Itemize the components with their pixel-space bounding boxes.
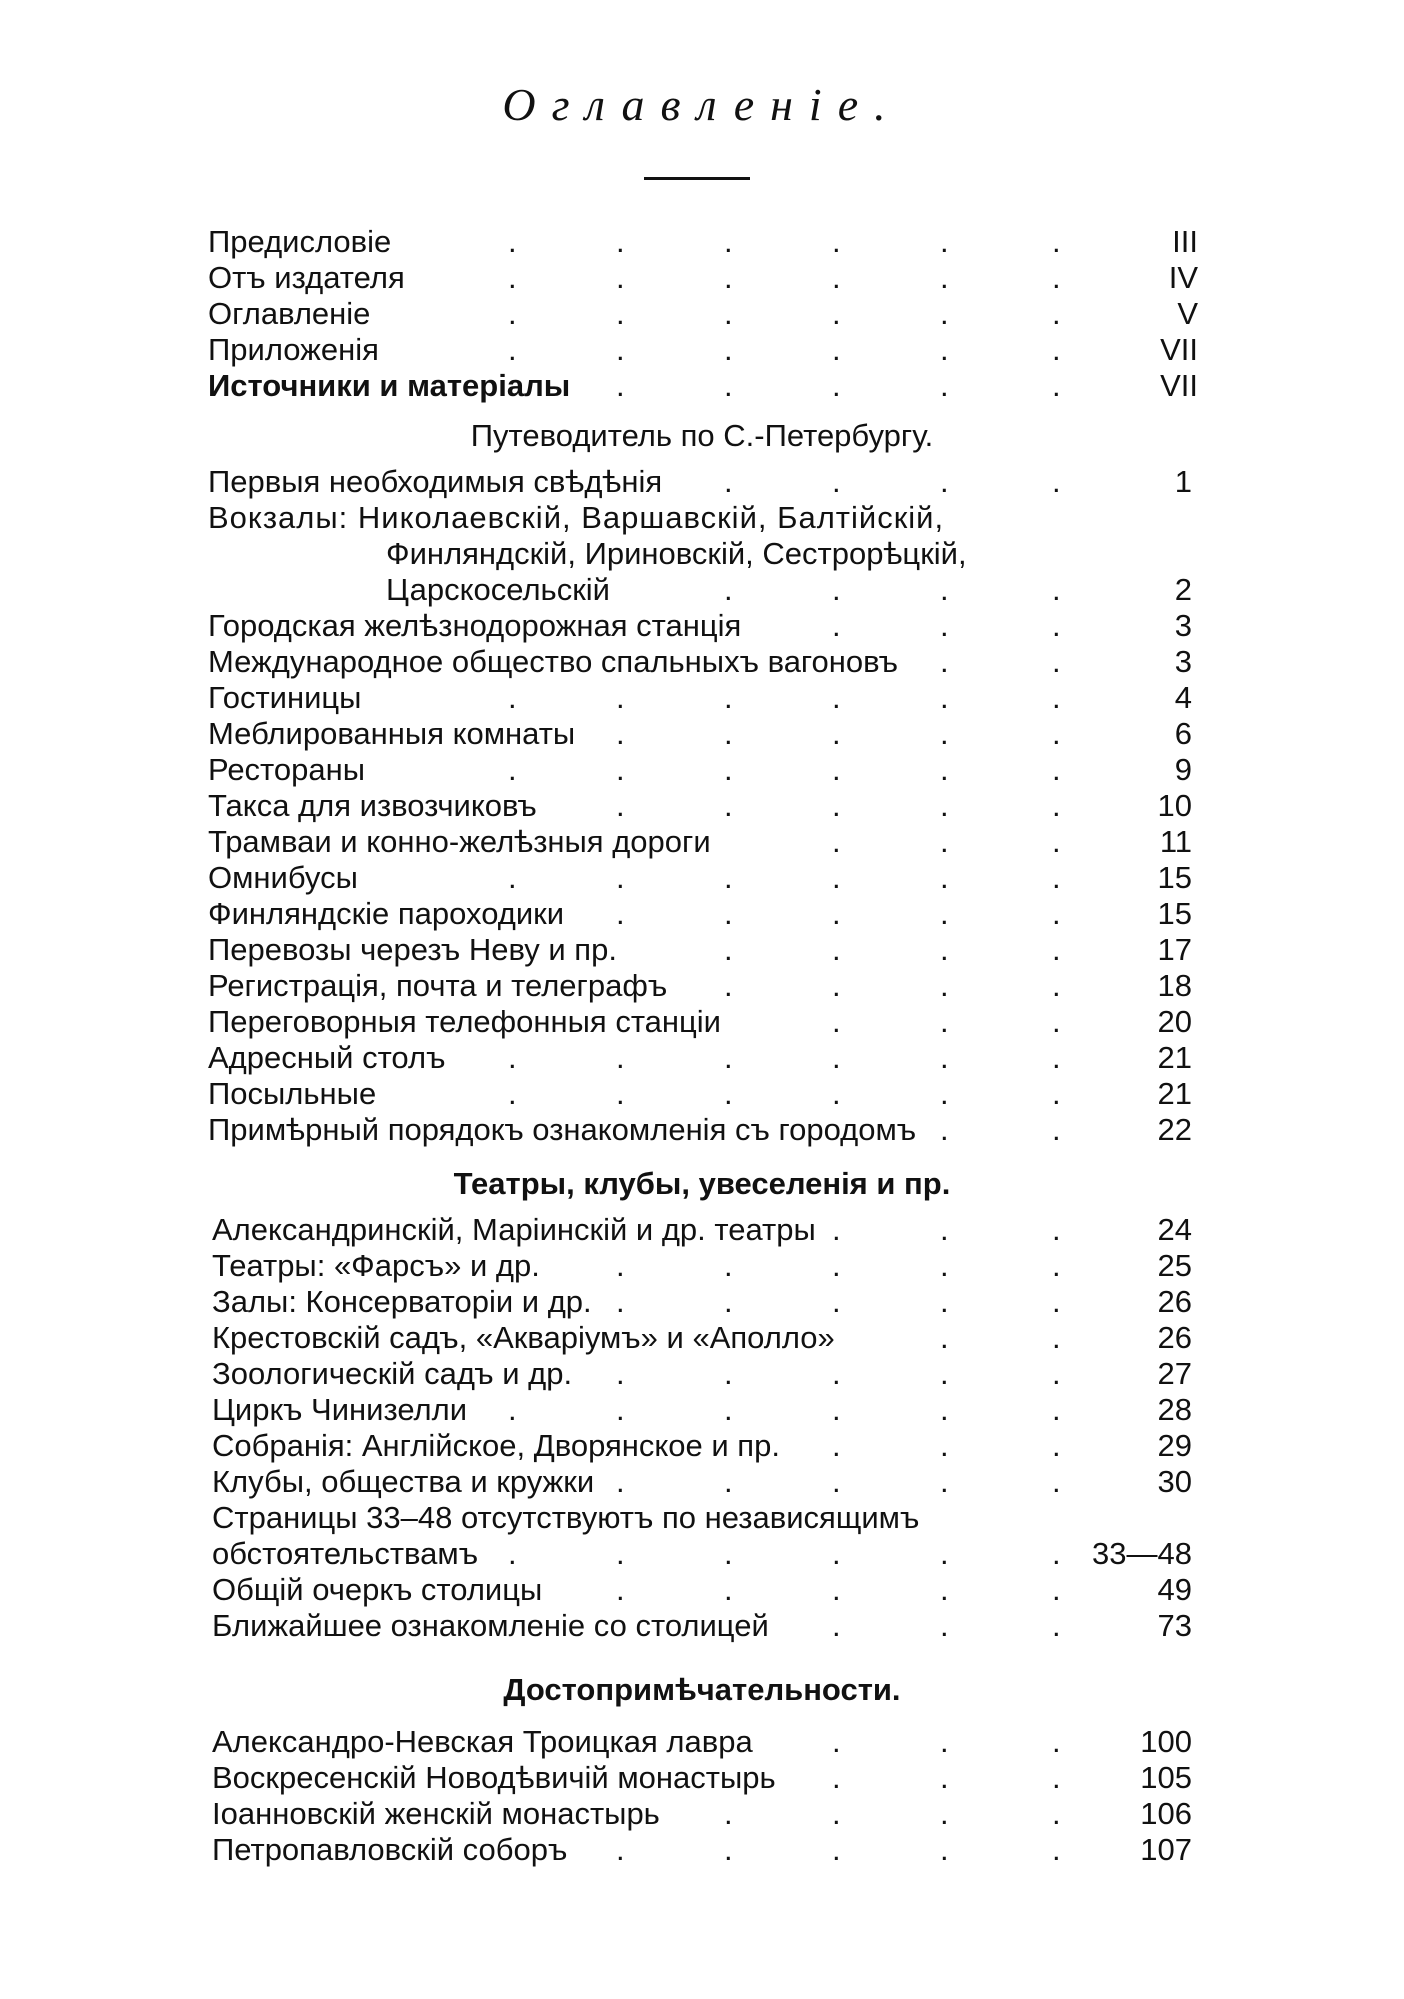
leader-dot: . xyxy=(1052,1248,1061,1283)
leader-dot: . xyxy=(1052,680,1061,715)
leader-dot: . xyxy=(1052,1796,1061,1831)
leader-dot: . xyxy=(832,824,841,859)
toc-entry xyxy=(208,296,1198,332)
leader-dot: . xyxy=(508,1536,517,1571)
leader-dot: . xyxy=(616,716,625,751)
leader-dot: . xyxy=(1052,572,1061,607)
toc-entry xyxy=(208,968,1192,1004)
leader-dot: . xyxy=(1052,260,1061,295)
leader-dot: . xyxy=(724,332,733,367)
toc-entry-page: 21 xyxy=(1157,1076,1192,1111)
leader-dot: . xyxy=(940,1284,949,1319)
leader-dot: . xyxy=(616,788,625,823)
leader-dot: . xyxy=(1052,1004,1061,1039)
leader-dot: . xyxy=(1052,1392,1061,1427)
toc-entry-label: Финляндскій, Ириновскій, Сестрорѣцкій, xyxy=(386,536,967,571)
leader-dot: . xyxy=(1052,824,1061,859)
toc-entry-page: 11 xyxy=(1159,824,1192,859)
leader-dot: . xyxy=(940,464,949,499)
toc-entry-label: Международное общество спальныхъ вагоновъ xyxy=(208,644,898,679)
toc-entry xyxy=(212,1212,1192,1248)
leader-dot: . xyxy=(616,368,625,403)
leader-dot: . xyxy=(1052,1760,1061,1795)
leader-dot: . xyxy=(940,1320,949,1355)
toc-entry xyxy=(208,716,1192,752)
leader-dot: . xyxy=(724,1536,733,1571)
leader-dot: . xyxy=(616,860,625,895)
leader-dot: . xyxy=(616,1464,625,1499)
leader-dot: . xyxy=(832,260,841,295)
toc-entry-label: Клубы, общества и кружки xyxy=(212,1464,595,1499)
leader-dot: . xyxy=(724,572,733,607)
leader-dot: . xyxy=(616,752,625,787)
leader-dot: . xyxy=(1052,296,1061,331)
toc-entry-label: Трамваи и конно-желѣзныя дороги xyxy=(208,824,711,859)
leader-dot: . xyxy=(940,896,949,931)
toc-entry-page: 6 xyxy=(1174,716,1192,751)
toc-entry xyxy=(208,860,1192,896)
toc-entry-page: 73 xyxy=(1157,1608,1192,1643)
toc-entry xyxy=(208,1112,1192,1148)
leader-dot: . xyxy=(1052,368,1061,403)
toc-entry-page: 107 xyxy=(1140,1832,1192,1867)
leader-dot: . xyxy=(616,1392,625,1427)
leader-dot: . xyxy=(1052,644,1061,679)
toc-entry-label: Александро-Невская Троицкая лавра xyxy=(212,1724,753,1759)
leader-dot: . xyxy=(724,1356,733,1391)
toc-entry-page: 20 xyxy=(1157,1004,1192,1039)
toc-entry-label: Царскосельскій xyxy=(386,572,610,607)
toc-entry-page: III xyxy=(1172,224,1198,259)
leader-dot: . xyxy=(940,1112,949,1147)
section-heading-theatres: Театры, клубы, увеселенія и пр. xyxy=(453,1166,951,1201)
leader-dot: . xyxy=(1052,1040,1061,1075)
leader-dot: . xyxy=(616,1076,625,1111)
toc-entry xyxy=(212,1356,1192,1392)
toc-entry xyxy=(208,896,1192,932)
toc-entry xyxy=(208,608,1192,644)
leader-dot: . xyxy=(1052,716,1061,751)
toc-entry-page: 15 xyxy=(1157,896,1192,931)
leader-dot: . xyxy=(940,716,949,751)
leader-dot: . xyxy=(940,1392,949,1427)
leader-dot: . xyxy=(616,1356,625,1391)
toc-entry xyxy=(212,1392,1192,1428)
toc-entry-page: 22 xyxy=(1157,1112,1192,1147)
leader-dot: . xyxy=(832,608,841,643)
leader-dot: . xyxy=(724,680,733,715)
leader-dot: . xyxy=(1052,1428,1061,1463)
leader-dot: . xyxy=(940,752,949,787)
toc-entry-page: 10 xyxy=(1157,788,1192,823)
leader-dot: . xyxy=(1052,224,1061,259)
leader-dot: . xyxy=(616,896,625,931)
toc-entry-label: Примѣрный порядокъ ознакомленія съ городомъ xyxy=(208,1112,917,1147)
toc-entry xyxy=(208,788,1192,824)
toc-entry-label: Страницы 33–48 отсутствуютъ по независящимъ xyxy=(212,1500,920,1535)
toc-entry xyxy=(208,932,1192,968)
leader-dot: . xyxy=(832,1760,841,1795)
leader-dot: . xyxy=(940,1796,949,1831)
leader-dot: . xyxy=(832,1832,841,1867)
toc-entry-label: Такса для извозчиковъ xyxy=(208,788,537,823)
toc-entry xyxy=(208,644,1192,680)
toc-entry-page: 3 xyxy=(1174,608,1192,643)
toc-entry xyxy=(208,824,1192,860)
leader-dot: . xyxy=(1052,1832,1061,1867)
leader-dot: . xyxy=(940,1536,949,1571)
toc-entry-page: 1 xyxy=(1174,464,1192,499)
toc-entry-label: обстоятельствамъ xyxy=(212,1536,479,1571)
leader-dot: . xyxy=(832,896,841,931)
leader-dot: . xyxy=(724,1832,733,1867)
toc-entry-page: 30 xyxy=(1157,1464,1192,1499)
toc-entry-label: Зоологическій садъ и др. xyxy=(212,1356,573,1391)
leader-dot: . xyxy=(832,1392,841,1427)
leader-dot: . xyxy=(1052,932,1061,967)
toc-entry-label: Оглавленіе xyxy=(208,296,371,331)
leader-dot: . xyxy=(832,368,841,403)
toc-entry-label: Общій очеркъ столицы xyxy=(212,1572,543,1607)
toc-entry xyxy=(212,1608,1192,1644)
leader-dot: . xyxy=(940,1248,949,1283)
leader-dot: . xyxy=(832,1724,841,1759)
leader-dot: . xyxy=(724,1076,733,1111)
leader-dot: . xyxy=(832,1536,841,1571)
leader-dot: . xyxy=(1052,608,1061,643)
leader-dot: . xyxy=(508,224,517,259)
leader-dot: . xyxy=(940,824,949,859)
leader-dot: . xyxy=(832,788,841,823)
toc-entry xyxy=(208,680,1192,716)
leader-dot: . xyxy=(724,896,733,931)
leader-dot: . xyxy=(832,1796,841,1831)
toc-entry xyxy=(212,1832,1192,1868)
leader-dot: . xyxy=(508,296,517,331)
toc-entry xyxy=(212,1284,1192,1320)
leader-dot: . xyxy=(940,968,949,1003)
leader-dot: . xyxy=(616,224,625,259)
toc-entry-label: Ближайшее ознакомленіе со столицей xyxy=(212,1608,769,1643)
toc-entry-page: 27 xyxy=(1157,1356,1192,1391)
leader-dot: . xyxy=(1052,1284,1061,1319)
toc-entry-label: Іоанновскій женскій монастырь xyxy=(212,1796,660,1831)
toc-entry-label: Перевозы черезъ Неву и пр. xyxy=(208,932,617,967)
toc-entry-page: 33—48 xyxy=(1092,1536,1192,1571)
toc-entry xyxy=(212,1464,1192,1500)
toc-entry-label: Собранія: Англійское, Дворянское и пр. xyxy=(212,1428,780,1463)
toc-entry-label: Регистрація, почта и телеграфъ xyxy=(208,968,668,1003)
leader-dot: . xyxy=(1052,464,1061,499)
toc-entry-label: Вокзалы: Николаевскій, Варшавскій, Балтійскій, xyxy=(208,500,945,535)
leader-dot: . xyxy=(940,1040,949,1075)
toc-entry-page: V xyxy=(1177,296,1198,331)
leader-dot: . xyxy=(832,1004,841,1039)
leader-dot: . xyxy=(940,860,949,895)
leader-dot: . xyxy=(724,1464,733,1499)
leader-dot: . xyxy=(832,1284,841,1319)
leader-dot: . xyxy=(724,1572,733,1607)
toc-entry-label: Александринскій, Маріинскій и др. театры xyxy=(212,1212,816,1247)
leader-dot: . xyxy=(508,680,517,715)
leader-dot: . xyxy=(832,572,841,607)
leader-dot: . xyxy=(724,260,733,295)
leader-dot: . xyxy=(724,1284,733,1319)
toc-entry xyxy=(208,368,1198,404)
leader-dot: . xyxy=(1052,1608,1061,1643)
leader-dot: . xyxy=(832,1572,841,1607)
toc-entry-label: Посыльные xyxy=(208,1076,377,1111)
toc-entry-page: 9 xyxy=(1174,752,1192,787)
toc-entry-page: 29 xyxy=(1157,1428,1192,1463)
toc-entry xyxy=(212,1572,1192,1608)
leader-dot: . xyxy=(832,296,841,331)
leader-dot: . xyxy=(1052,1212,1061,1247)
toc-entry-label: Гостиницы xyxy=(208,680,362,715)
toc-entry-label: Залы: Консерваторіи и др. xyxy=(212,1284,592,1319)
toc-entry-label: Переговорныя телефонныя станціи xyxy=(208,1004,721,1039)
leader-dot: . xyxy=(940,332,949,367)
leader-dot: . xyxy=(832,1248,841,1283)
leader-dot: . xyxy=(1052,1112,1061,1147)
page-title: Оглавленіе. xyxy=(502,79,902,130)
leader-dot: . xyxy=(724,1796,733,1831)
leader-dot: . xyxy=(616,332,625,367)
leader-dot: . xyxy=(832,1212,841,1247)
leader-dot: . xyxy=(1052,1724,1061,1759)
toc-entry xyxy=(212,1500,1192,1536)
toc-entry-page: 18 xyxy=(1157,968,1192,1003)
leader-dot: . xyxy=(940,1832,949,1867)
toc-entry xyxy=(212,1428,1192,1464)
toc-entry-page: VII xyxy=(1160,332,1198,367)
leader-dot: . xyxy=(1052,860,1061,895)
toc-entry-label: Приложенія xyxy=(208,332,379,367)
toc-entry-label: Омнибусы xyxy=(208,860,358,895)
toc-entry-label: Меблированныя комнаты xyxy=(208,716,576,751)
leader-dot: . xyxy=(508,752,517,787)
leader-dot: . xyxy=(940,1356,949,1391)
toc-entry xyxy=(208,224,1198,260)
toc-entry-page: 2 xyxy=(1174,572,1192,607)
toc-entry-label: Петропавловскій соборъ xyxy=(212,1832,568,1867)
leader-dot: . xyxy=(940,608,949,643)
leader-dot: . xyxy=(940,788,949,823)
leader-dot: . xyxy=(508,1076,517,1111)
leader-dot: . xyxy=(940,1076,949,1111)
toc-entry-page: 100 xyxy=(1140,1724,1192,1759)
leader-dot: . xyxy=(724,716,733,751)
leader-dot: . xyxy=(724,464,733,499)
toc-entry-page: 28 xyxy=(1157,1392,1192,1427)
leader-dot: . xyxy=(1052,1320,1061,1355)
leader-dot: . xyxy=(940,224,949,259)
leader-dot: . xyxy=(1052,896,1061,931)
toc-entry xyxy=(212,1724,1192,1760)
leader-dot: . xyxy=(940,1760,949,1795)
leader-dot: . xyxy=(940,260,949,295)
toc-entry xyxy=(208,500,1192,536)
leader-dot: . xyxy=(940,368,949,403)
toc-entry-page: 26 xyxy=(1157,1320,1192,1355)
toc-entry xyxy=(386,536,1192,572)
leader-dot: . xyxy=(1052,332,1061,367)
toc-entry-label: Рестораны xyxy=(208,752,366,787)
section-heading-sights: Достопримѣчательности. xyxy=(503,1672,901,1707)
leader-dot: . xyxy=(1052,788,1061,823)
title-rule xyxy=(644,177,750,180)
leader-dot: . xyxy=(724,968,733,1003)
toc-entry xyxy=(208,332,1198,368)
leader-dot: . xyxy=(832,1356,841,1391)
leader-dot: . xyxy=(832,680,841,715)
toc-entry-page: IV xyxy=(1168,260,1198,295)
toc-entry xyxy=(212,1248,1192,1284)
leader-dot: . xyxy=(724,1248,733,1283)
leader-dot: . xyxy=(940,644,949,679)
leader-dot: . xyxy=(508,332,517,367)
leader-dot: . xyxy=(616,1284,625,1319)
leader-dot: . xyxy=(724,1040,733,1075)
leader-dot: . xyxy=(832,224,841,259)
leader-dot: . xyxy=(940,1572,949,1607)
leader-dot: . xyxy=(616,680,625,715)
leader-dot: . xyxy=(940,572,949,607)
toc-entry xyxy=(208,1076,1192,1112)
leader-dot: . xyxy=(940,1004,949,1039)
toc-entry-page: 24 xyxy=(1157,1212,1192,1247)
leader-dot: . xyxy=(508,260,517,295)
toc-entry-page: 21 xyxy=(1157,1040,1192,1075)
leader-dot: . xyxy=(508,1392,517,1427)
toc-entry-label: Источники и матеріалы xyxy=(208,368,571,403)
leader-dot: . xyxy=(1052,752,1061,787)
leader-dot: . xyxy=(1052,1536,1061,1571)
toc-entry xyxy=(208,752,1192,788)
toc-entry-label: Крестовскій садъ, «Акваріумъ» и «Аполло» xyxy=(212,1320,835,1355)
toc-entry-label: Адресный столъ xyxy=(208,1040,446,1075)
leader-dot: . xyxy=(616,1832,625,1867)
leader-dot: . xyxy=(508,860,517,895)
leader-dot: . xyxy=(724,932,733,967)
toc-entry-page: 26 xyxy=(1157,1284,1192,1319)
toc-entry-page: 17 xyxy=(1157,932,1192,967)
toc-entry-page: 105 xyxy=(1140,1760,1192,1795)
leader-dot: . xyxy=(508,1040,517,1075)
leader-dot: . xyxy=(832,716,841,751)
leader-dot: . xyxy=(832,332,841,367)
leader-dot: . xyxy=(832,1428,841,1463)
leader-dot: . xyxy=(616,1572,625,1607)
leader-dot: . xyxy=(724,752,733,787)
leader-dot: . xyxy=(832,1464,841,1499)
toc-entry-page: 25 xyxy=(1157,1248,1192,1283)
leader-dot: . xyxy=(724,224,733,259)
toc-entry xyxy=(386,572,1192,608)
leader-dot: . xyxy=(832,464,841,499)
section-heading-guide: Путеводитель по С.-Петербургу. xyxy=(470,418,934,453)
leader-dot: . xyxy=(832,968,841,1003)
toc-entry-page: VII xyxy=(1160,368,1198,403)
toc-entry-page: 49 xyxy=(1157,1572,1192,1607)
leader-dot: . xyxy=(1052,1572,1061,1607)
toc-entry-page: 4 xyxy=(1174,680,1192,715)
leader-dot: . xyxy=(724,788,733,823)
toc-entry-label: Первыя необходимыя свѣдѣнія xyxy=(208,464,663,499)
leader-dot: . xyxy=(940,1464,949,1499)
toc-entry xyxy=(208,464,1192,500)
leader-dot: . xyxy=(724,860,733,895)
leader-dot: . xyxy=(940,932,949,967)
leader-dot: . xyxy=(724,296,733,331)
toc-entry-label: Финляндскіе пароходики xyxy=(208,896,565,931)
toc-entry-page: 15 xyxy=(1157,860,1192,895)
leader-dot: . xyxy=(940,1212,949,1247)
toc-entry xyxy=(208,1004,1192,1040)
toc-entry-label: Городская желѣзнодорожная станція xyxy=(208,608,742,643)
toc-entry xyxy=(208,260,1198,296)
leader-dot: . xyxy=(832,1608,841,1643)
leader-dot: . xyxy=(1052,1356,1061,1391)
toc-entry-label: Театры: «Фарсъ» и др. xyxy=(212,1248,540,1283)
toc-entry xyxy=(212,1760,1192,1796)
toc-entry xyxy=(212,1796,1192,1832)
leader-dot: . xyxy=(832,1076,841,1111)
leader-dot: . xyxy=(616,296,625,331)
leader-dot: . xyxy=(616,260,625,295)
leader-dot: . xyxy=(724,1392,733,1427)
toc-entry-page: 106 xyxy=(1140,1796,1192,1831)
toc-entry-label: Воскресенскій Новодѣвичій монастырь xyxy=(212,1760,776,1795)
toc-entry xyxy=(208,1040,1192,1076)
leader-dot: . xyxy=(940,1724,949,1759)
leader-dot: . xyxy=(940,1608,949,1643)
leader-dot: . xyxy=(1052,1076,1061,1111)
leader-dot: . xyxy=(616,1536,625,1571)
leader-dot: . xyxy=(940,296,949,331)
toc-entry xyxy=(212,1320,1192,1356)
toc-entry-page: 3 xyxy=(1174,644,1192,679)
leader-dot: . xyxy=(832,752,841,787)
toc-entry xyxy=(212,1536,1192,1572)
leader-dot: . xyxy=(832,1040,841,1075)
leader-dot: . xyxy=(724,368,733,403)
leader-dot: . xyxy=(832,860,841,895)
leader-dot: . xyxy=(1052,1464,1061,1499)
toc-entry-label: Отъ издателя xyxy=(208,260,405,295)
leader-dot: . xyxy=(1052,968,1061,1003)
leader-dot: . xyxy=(832,932,841,967)
toc-entry-label: Предисловіе xyxy=(208,224,392,259)
toc-entry-label: Циркъ Чинизелли xyxy=(212,1392,468,1427)
leader-dot: . xyxy=(940,1428,949,1463)
leader-dot: . xyxy=(616,1040,625,1075)
leader-dot: . xyxy=(940,680,949,715)
leader-dot: . xyxy=(616,1248,625,1283)
